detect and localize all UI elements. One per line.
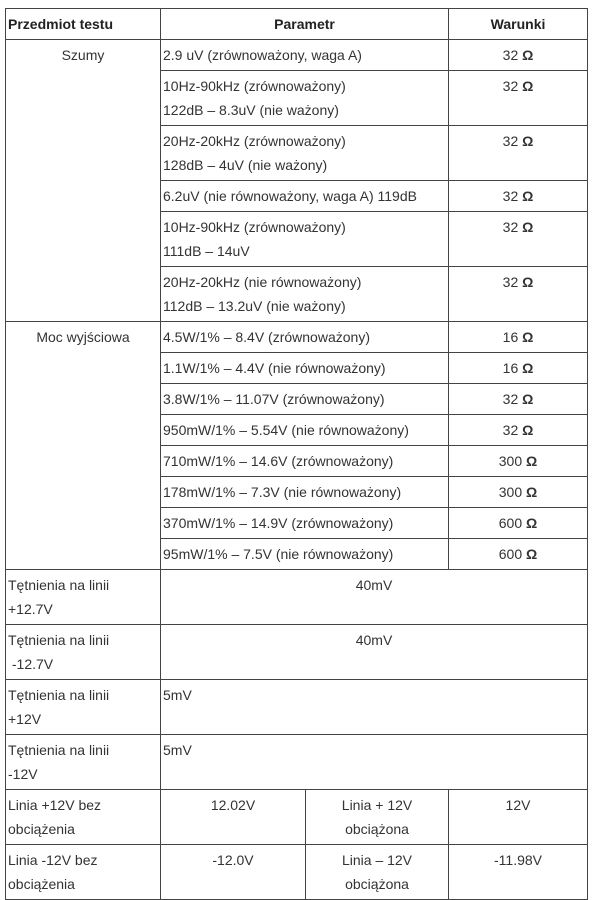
power-param: 178mW/1% – 7.3V (nie równoważony) — [161, 477, 449, 508]
power-condition: 600 Ω — [449, 539, 588, 570]
header-conditions: Warunki — [449, 9, 588, 40]
ripple-label: Tętnienia na linii -12V — [6, 735, 161, 790]
ripple-value: 5mV — [161, 680, 588, 735]
table-row — [6, 322, 588, 353]
power-param: 4.5W/1% – 8.4V (zrównoważony) — [161, 322, 449, 353]
line-label: Linia -12V bez obciążenia — [6, 845, 161, 900]
table-row — [6, 570, 588, 625]
noise-param: 10Hz-90kHz (zrównoważony) 122dB – 8.3uV (nie ważony) — [161, 71, 449, 126]
table-row — [6, 40, 588, 71]
power-param: 710mW/1% – 14.6V (zrównoważony) — [161, 446, 449, 477]
noise-condition: 32 Ω — [449, 126, 588, 181]
noise-label: Szumy — [6, 40, 161, 322]
line-loaded-value: 12V — [449, 790, 588, 845]
ripple-value: 5mV — [161, 735, 588, 790]
header-subject: Przedmiot testu — [6, 9, 161, 40]
power-condition: 300 Ω — [449, 477, 588, 508]
power-param: 1.1W/1% – 4.4V (nie równoważony) — [161, 353, 449, 384]
table-row — [6, 625, 588, 680]
power-param: 3.8W/1% – 11.07V (zrównoważony) — [161, 384, 449, 415]
power-param: 950mW/1% – 5.54V (nie równoważony) — [161, 415, 449, 446]
noise-condition: 32 Ω — [449, 40, 588, 71]
power-condition: 32 Ω — [449, 415, 588, 446]
table-row — [6, 680, 588, 735]
ripple-value: 40mV — [161, 625, 588, 680]
noise-condition: 32 Ω — [449, 71, 588, 126]
table-row — [6, 735, 588, 790]
ripple-label: Tętnienia na linii +12V — [6, 680, 161, 735]
noise-param: 2.9 uV (zrównoważony, waga A) — [161, 40, 449, 71]
line-loaded-label: Linia + 12V obciążona — [306, 790, 449, 845]
noise-param: 20Hz-20kHz (zrównoważony) 128dB – 4uV (nie ważony) — [161, 126, 449, 181]
power-param: 95mW/1% – 7.5V (nie równoważony) — [161, 539, 449, 570]
line-loaded-value: -11.98V — [449, 845, 588, 900]
power-condition: 16 Ω — [449, 322, 588, 353]
line-label: Linia +12V bez obciążenia — [6, 790, 161, 845]
power-condition: 16 Ω — [449, 353, 588, 384]
table-row — [6, 790, 588, 845]
header-row — [6, 9, 588, 40]
ripple-label: Tętnienia na linii +12.7V — [6, 570, 161, 625]
specs-table — [5, 8, 588, 900]
power-label: Moc wyjściowa — [6, 322, 161, 570]
noise-param: 20Hz-20kHz (nie równoważony) 112dB – 13.2uV (nie ważony) — [161, 267, 449, 322]
line-loaded-label: Linia – 12V obciążona — [306, 845, 449, 900]
noise-condition: 32 Ω — [449, 181, 588, 212]
noise-condition: 32 Ω — [449, 212, 588, 267]
noise-param: 10Hz-90kHz (zrównoważony) 111dB – 14uV — [161, 212, 449, 267]
noise-param: 6.2uV (nie równoważony, waga A) 119dB — [161, 181, 449, 212]
noise-condition: 32 Ω — [449, 267, 588, 322]
header-parameter: Parametr — [161, 9, 449, 40]
line-unloaded-value: -12.0V — [161, 845, 306, 900]
power-condition: 600 Ω — [449, 508, 588, 539]
power-condition: 300 Ω — [449, 446, 588, 477]
power-condition: 32 Ω — [449, 384, 588, 415]
table-row — [6, 845, 588, 900]
line-unloaded-value: 12.02V — [161, 790, 306, 845]
power-param: 370mW/1% – 14.9V (zrównoważony) — [161, 508, 449, 539]
ripple-label: Tętnienia na linii -12.7V — [6, 625, 161, 680]
ripple-value: 40mV — [161, 570, 588, 625]
